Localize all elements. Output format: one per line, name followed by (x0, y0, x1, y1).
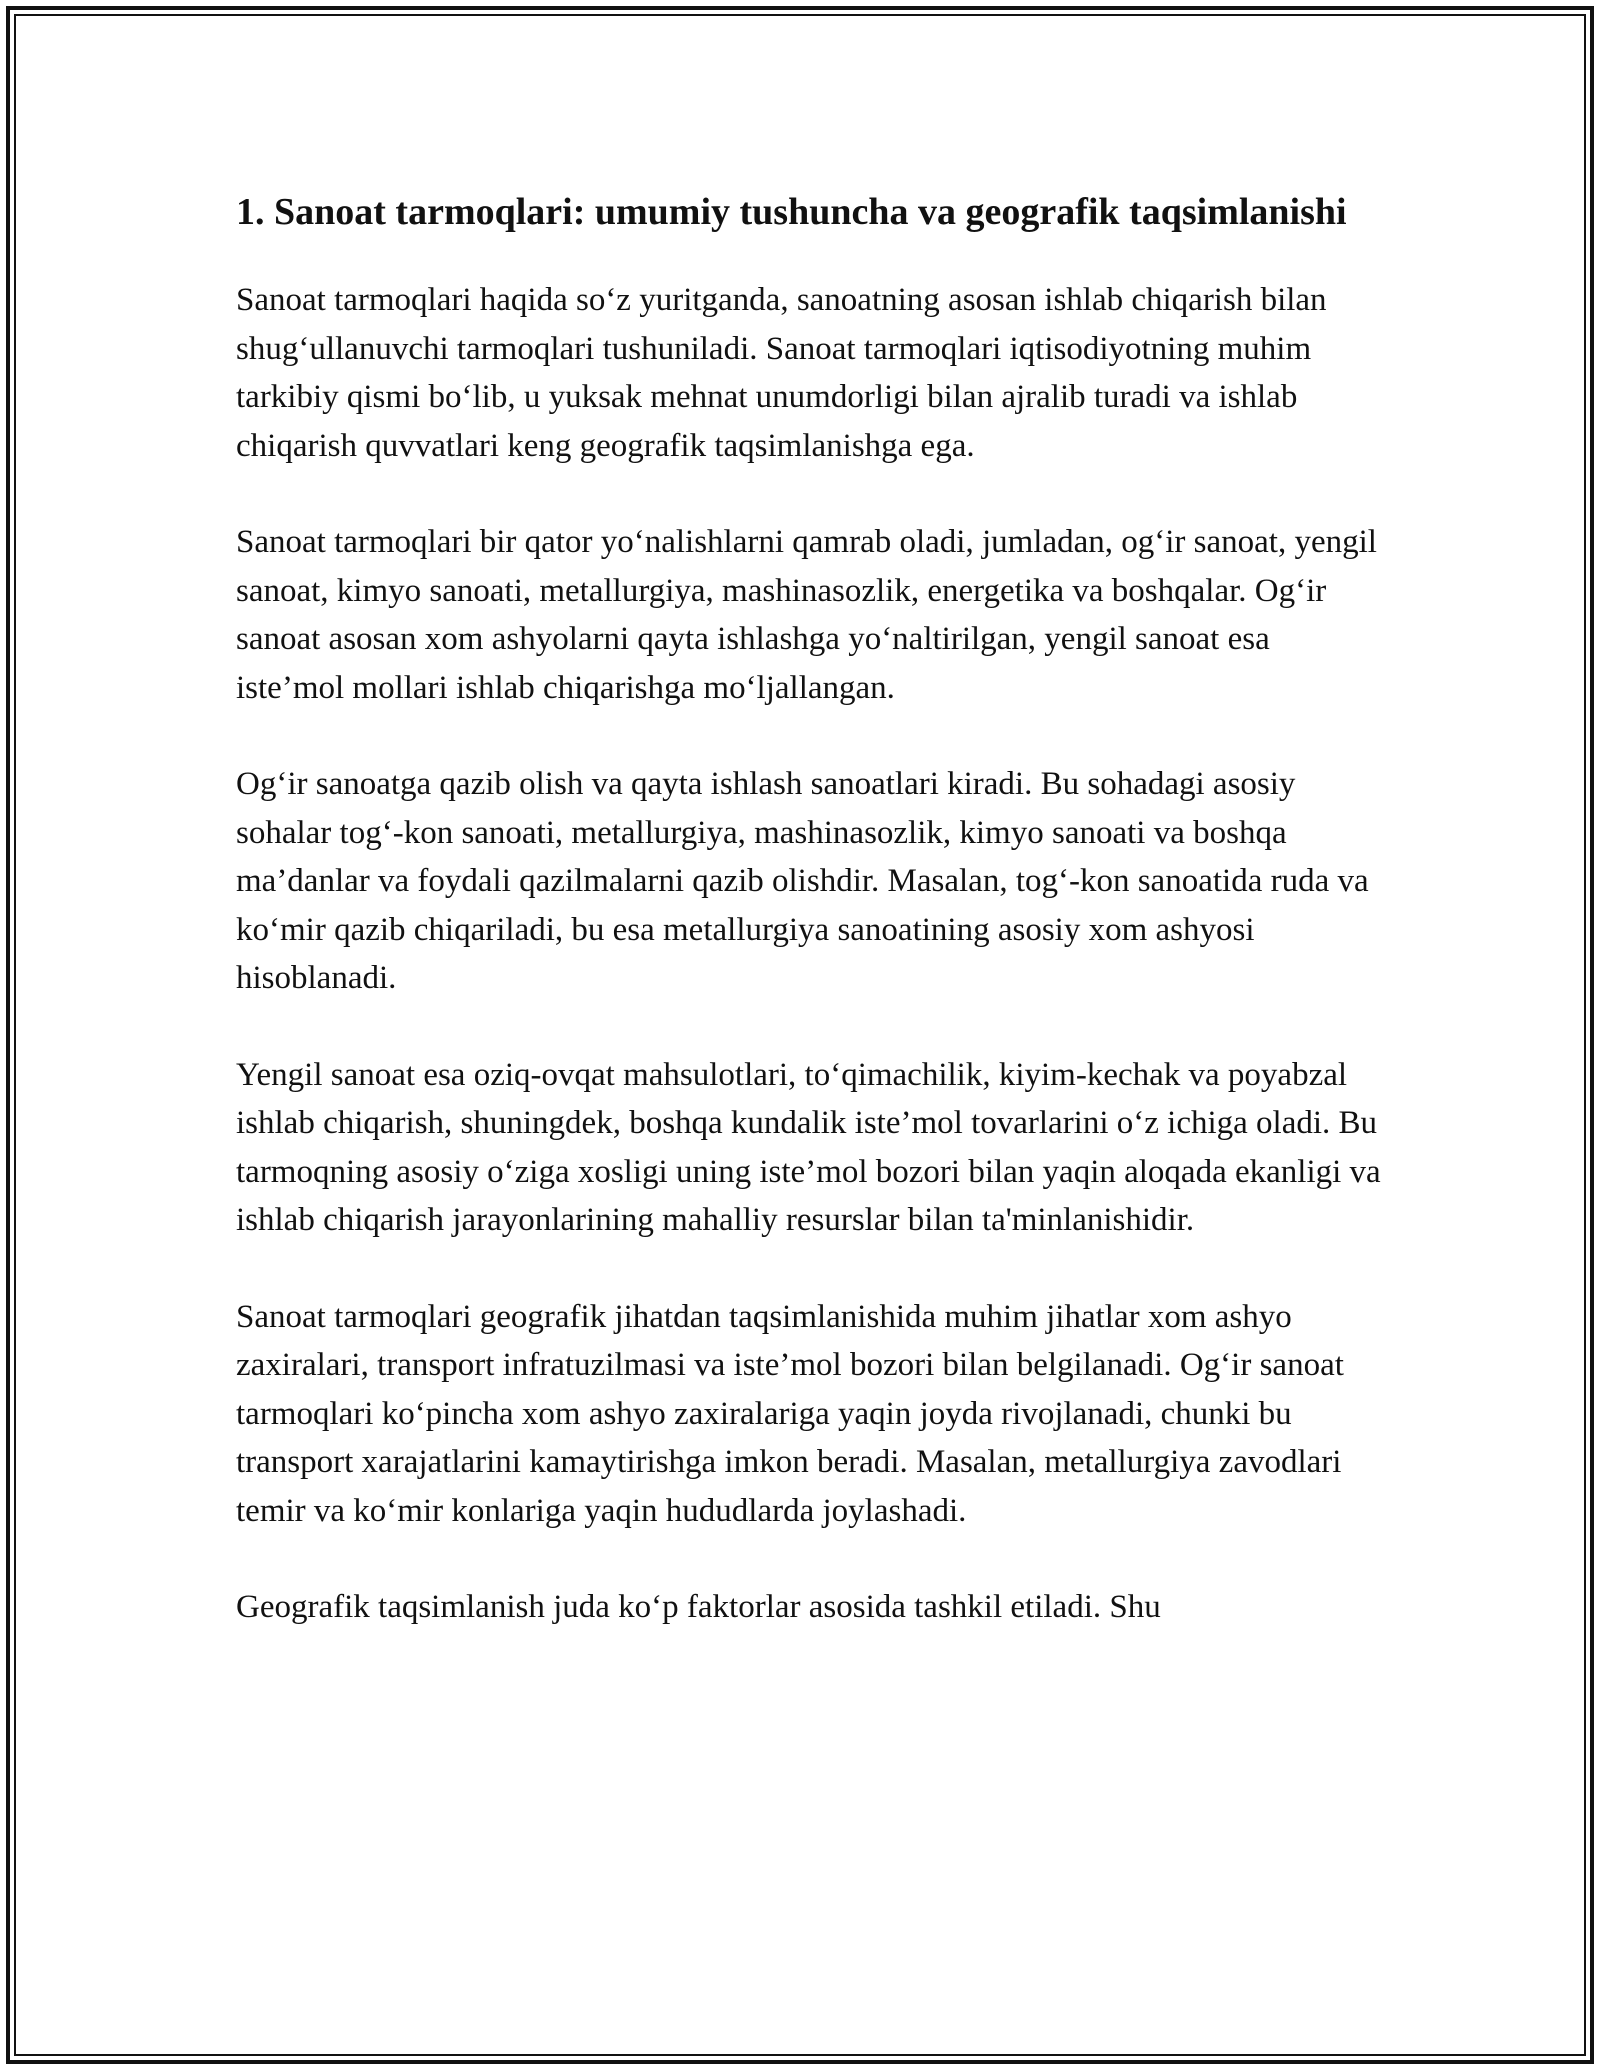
document-body (236, 185, 1386, 1680)
paragraph-4: Yengil sanoat esa oziq-ovqat mahsulotlari, to‘qimachilik, kiyim-kechak va poyabzal ishlab chiqarish, shuningdek, boshqa kundalik iste’mol tovarlarini o‘z ichiga oladi. Bu tarmoqning asosiy o‘ziga xosligi uning iste’mol bozori bilan yaqin aloqada ekanligi va ishlab chiqarish jarayonlarining mahalliy resurslar bilan ta'minlanishidir. (236, 1056, 1381, 1238)
paragraph-2: Sanoat tarmoqlari bir qator yo‘nalishlarni qamrab oladi, jumladan, og‘ir sanoat, yengil sanoat, kimyo sanoati, metallurgiya, mashinasozlik, energetika va boshqalar. Og‘ir sanoat asosan xom ashyolarni qayta ishlashga yo‘naltirilgan, yengil sanoat esa iste’mol mollari ishlab chiqarishga mo‘ljallangan. (236, 524, 1377, 706)
section-heading: 1. Sanoat tarmoqlari: umumiy tushuncha va geografik taqsimlanishi (236, 191, 1347, 233)
paragraph-5: Sanoat tarmoqlari geografik jihatdan taqsimlanishida muhim jihatlar xom ashyo zaxiralari, transport infratuzilmasi va iste’mol bozori bilan belgilanadi. Og‘ir sanoat tarmoqlari ko‘pincha xom ashyo zaxiralariga yaqin joyda rivojlanadi, chunki bu transport xarajatlarini kamaytirishga imkon beradi. Masalan, metallurgiya zavodlari temir va ko‘mir konlariga yaqin hududlarda joylashadi. (236, 1298, 1344, 1529)
paragraph-3: Og‘ir sanoatga qazib olish va qayta ishlash sanoatlari kiradi. Bu sohadagi asosiy sohalar tog‘-kon sanoati, metallurgiya, mashinasozlik, kimyo sanoati va boshqa ma’danlar va foydali qazilmalarni qazib olishdir. Masalan, tog‘-kon sanoatida ruda va ko‘mir qazib chiqariladi, bu esa metallurgiya sanoatining asosiy xom ashyosi hisoblanadi. (236, 766, 1369, 996)
paragraph-6: Geografik taqsimlanish juda ko‘p faktorlar asosida tashkil etiladi. Shu (236, 1589, 1161, 1625)
paragraph-1: Sanoat tarmoqlari haqida so‘z yuritganda, sanoatning asosan ishlab chiqarish bilan shug‘ullanuvchi tarmoqlari tushuniladi. Sanoat tarmoqlari iqtisodiyotning muhim tarkibiy qismi bo‘lib, u yuksak mehnat unumdorligi bilan ajralib turadi va ishlab chiqarish quvvatlari keng geografik taqsimlanishga ega. (236, 282, 1327, 464)
